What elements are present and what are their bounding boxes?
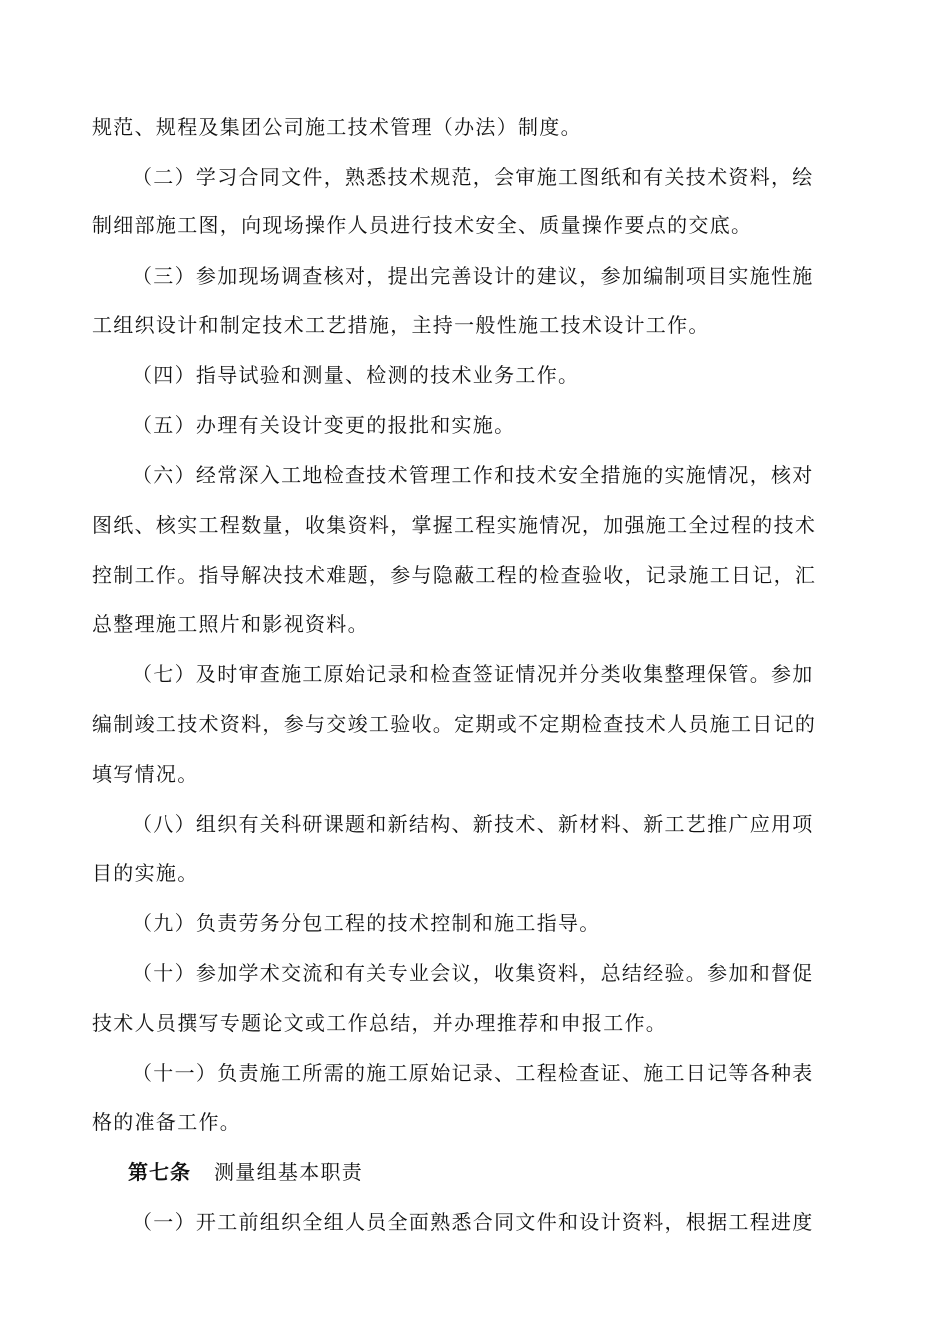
text-line: 总整理施工照片和影视资料。 (92, 612, 369, 636)
text-line: （二）学习合同文件，熟悉技术规范，会审施工图纸和有关技术资料，绘 (132, 165, 814, 189)
text-line: （六）经常深入工地检查技术管理工作和技术安全措施的实施情况，核对 (132, 463, 814, 487)
text-line: 目的实施。 (92, 861, 199, 885)
text-line: 制细部施工图，向现场操作人员进行技术安全、质量操作要点的交底。 (92, 213, 753, 237)
text-line: 控制工作。指导解决技术难题，参与隐蔽工程的检查验收，记录施工日记，汇 (92, 563, 817, 587)
text-line: 图纸、核实工程数量，收集资料，掌握工程实施情况，加强施工全过程的技术 (92, 513, 817, 537)
text-line: （十一）负责施工所需的施工原始记录、工程检查证、施工日记等各种表 (132, 1061, 814, 1085)
text-line: 技术人员撰写专题论文或工作总结，并办理推荐和申报工作。 (92, 1011, 668, 1035)
text-line: 工组织设计和制定技术工艺措施，主持一般性施工技术设计工作。 (92, 313, 710, 337)
text-line: （十）参加学术交流和有关专业会议，收集资料，总结经验。参加和督促 (132, 961, 814, 985)
article-heading: 第七条 (128, 1160, 191, 1184)
text-line: （一）开工前组织全组人员全面熟悉合同文件和设计资料，根据工程进度 (132, 1210, 814, 1234)
article-heading-text: 测量组基本职责 (214, 1160, 364, 1184)
text-line: 格的准备工作。 (92, 1110, 242, 1134)
text-line: （七）及时审查施工原始记录和检查签证情况并分类收集整理保管。参加 (132, 662, 814, 686)
text-line: （八）组织有关科研课题和新结构、新技术、新材料、新工艺推广应用项 (132, 812, 814, 836)
text-line: 填写情况。 (92, 762, 199, 786)
text-line: （五）办理有关设计变更的报批和实施。 (132, 413, 516, 437)
text-line: （四）指导试验和测量、检测的技术业务工作。 (132, 363, 580, 387)
text-line: 编制竣工技术资料，参与交竣工验收。定期或不定期检查技术人员施工日记的 (92, 712, 817, 736)
text-line: 规范、规程及集团公司施工技术管理（办法）制度。 (92, 115, 582, 139)
text-line: （三）参加现场调查核对，提出完善设计的建议，参加编制项目实施性施 (132, 264, 814, 288)
text-line: （九）负责劳务分包工程的技术控制和施工指导。 (132, 911, 601, 935)
